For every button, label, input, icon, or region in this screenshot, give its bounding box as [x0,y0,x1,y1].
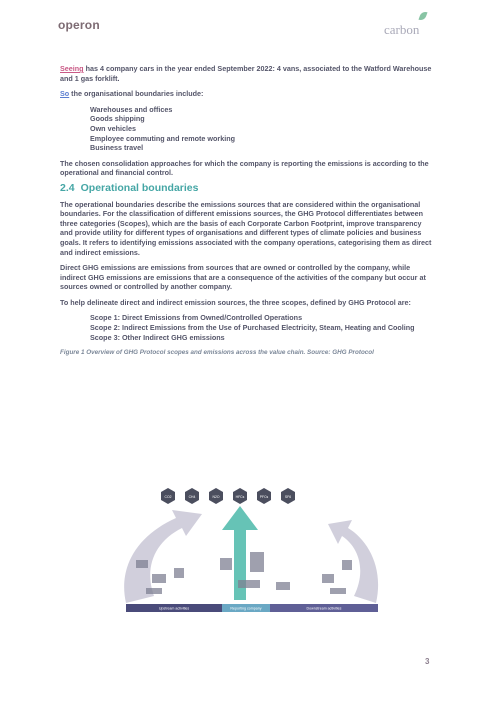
gas-label: CH4 [188,495,196,499]
gas-label: N2O [212,495,220,499]
list-item: Business travel [90,143,144,153]
illustration-block [220,558,232,570]
paragraph-company-cars [60,64,432,83]
paragraph-operational-boundaries: The operational boundaries describe the emissions sources that are considered within the organisational boundaries. For the classification of different emissions sources, the GHG Protocol differentiates between three categories (Scopes), which are the basis of each Corporate Carbon Footprint, improve transparency and provide utility for different types of organisations and different types of climate policies and business goals. It refers to identifying emissions associated with the company operations, categorising them as direct and indirect emissions. [60,199,432,257]
paragraph-three-scopes: To help delineate direct and indirect emission sources, the three scopes, defined by GHG Protocol are: [60,297,411,307]
gas-label: CO2 [164,495,172,499]
paragraph-direct-indirect: Direct GHG emissions are emissions from sources that are owned or controlled by the company, while indirect GHG emissions are emissions that are a consequence of the activities of the company but occur at sources owned or controlled by another company. [60,263,426,292]
document-body [60,64,432,364]
section-heading [60,181,432,194]
operon-logo: operon [58,18,100,32]
list-item: Goods shipping [90,114,145,124]
gas-hexagon [209,488,223,504]
upstream-arrow [124,510,202,603]
organisational-boundaries-list [60,105,432,153]
gas-label: SF6 [284,495,292,499]
illustration-block [330,588,346,594]
so-link[interactable]: So [60,89,70,99]
carbon-logo: carbon [384,22,420,37]
illustration-block [136,560,148,568]
gas-hexagon [185,488,199,504]
illustration-block [238,580,260,588]
value-chain-bar [126,604,378,612]
gas-hexagons [161,488,295,504]
list-item: Own vehicles [90,123,136,133]
illustration-block [146,588,162,594]
list-item: Scope 1: Direct Emissions from Owned/Controlled Operations [90,313,303,323]
paragraph-text: the organisational boundaries include: [69,89,204,99]
gas-label: HFCs [235,495,245,499]
list-item: Employee commuting and remote working [90,133,235,143]
leaf-icon [418,10,427,21]
paragraph-boundaries-intro [60,89,432,99]
reporting-company-label: Reporting company [230,606,262,611]
list-item: Scope 2: Indirect Emissions from the Use of Purchased Electricity, Steam, Heating and Cooling [90,323,415,333]
figure-caption: Figure 1 Overview of GHG Protocol scopes and emissions across the value chain. Source: GHG Protocol [60,349,374,357]
scopes-list [60,313,432,342]
page-number: 3 [425,657,430,666]
list-item: Warehouses and offices [90,104,173,114]
company-name-link[interactable]: Seeing [60,64,84,73]
section-title: Operational boundaries [80,181,199,194]
illustration-block [250,552,264,572]
list-item: Scope 3: Other Indirect GHG emissions [90,332,225,342]
illustration-block [152,574,166,583]
illustration-block [276,582,290,590]
gas-label: PFCs [259,495,269,499]
gas-hexagon [281,488,295,504]
gas-hexagon [257,488,271,504]
ghg-scopes-figure [116,488,386,618]
illustration-block [322,574,334,583]
paragraph-consolidation: The chosen consolidation approaches for which the company is reporting the emissions is according to the operational and financial control. [60,158,429,178]
section-number: 2.4 [60,181,75,194]
gas-hexagon [233,488,247,504]
illustration-block [174,568,184,578]
paragraph-text: has 4 company cars in the year ended September 2022: 4 vans, associated to the Watford Warehouse and 1 gas forklift. [60,64,432,83]
illustration-block [342,560,352,570]
gas-hexagon [161,488,175,504]
upstream-label: Upstream activities [158,606,190,611]
downstream-label: Downstream activities [306,606,342,611]
